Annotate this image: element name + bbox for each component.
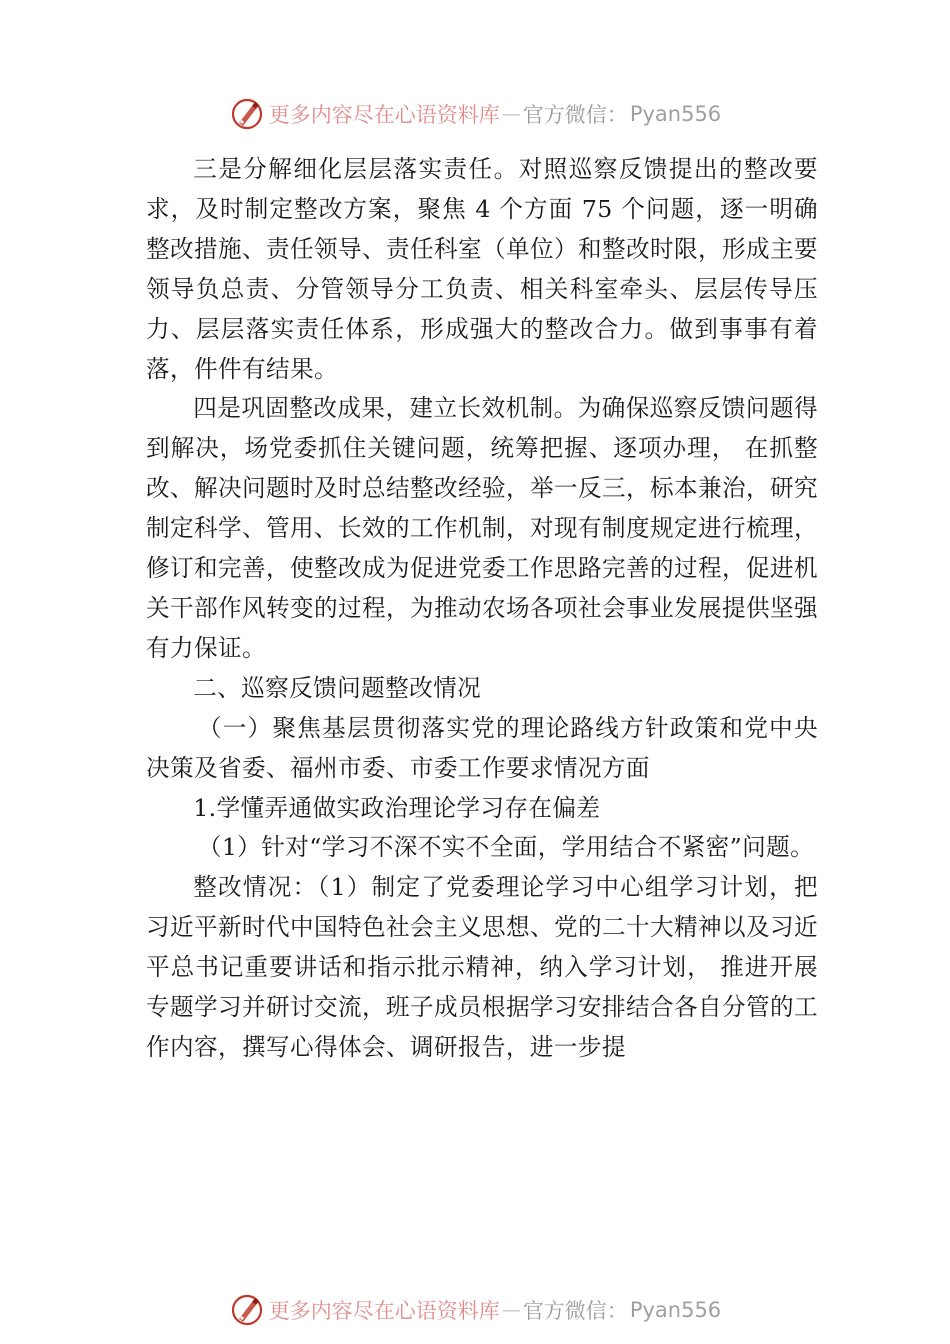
paragraph-responsibility: 三是分解细化层层落实责任。对照巡察反馈提出的整改要求，及时制定整改方案，聚焦 4 个方面 75 个问题，逐一明确整改措施、责任领导、责任科室（单位）和整改时限，形成主要领导负总责、分管领导分工负责、相关科室牵头、层层传导压力、层层落实责任体系，形成强大的整改合力。做到事事有着落，件件有结果。 — [146, 155, 818, 383]
wechat-id: Pyan556 — [629, 1298, 722, 1322]
pen-nib-logo-icon — [229, 1292, 265, 1328]
section-heading: 二、巡察反馈问题整改情况 — [193, 673, 482, 702]
banner-separator: — — [501, 1299, 521, 1321]
footer-watermark-banner — [0, 1290, 950, 1330]
pen-nib-logo-icon — [229, 96, 265, 132]
header-watermark-banner — [0, 94, 950, 134]
wechat-label: 官方微信： — [522, 103, 628, 127]
wechat-label: 官方微信： — [522, 1299, 628, 1323]
banner-separator: — — [501, 103, 521, 125]
subsection-heading: （一）聚焦基层贯彻落实党的理论路线方针政策和党中央决策及省委、福州市委、市委工作要求情况方面 — [146, 713, 818, 782]
brand-text: 更多内容尽在心语资料库 — [268, 1299, 500, 1323]
rectification-status: 整改情况：（1）制定了党委理论学习中心组学习计划，把习近平新时代中国特色社会主义思想、党的二十大精神以及习近平总书记重要讲话和指示批示精神，纳入学习计划， 推进开展专题学习并研讨交流，班子成员根据学习安排结合各自分管的工作内容，撰写心得体会、调研报告，进一步提 — [146, 873, 818, 1061]
brand-text: 更多内容尽在心语资料库 — [268, 103, 500, 127]
document-body — [146, 150, 818, 1068]
issue-statement: （1）针对“学习不深不实不全面，学用结合不紧密”问题。 — [197, 833, 815, 862]
item-heading: 1.学懂弄通做实政治理论学习存在偏差 — [193, 793, 601, 822]
paragraph-long-term-mechanism: 四是巩固整改成果，建立长效机制。为确保巡察反馈问题得到解决，场党委抓住关键问题，统筹把握、逐项办理， 在抓整改、解决问题时及时总结整改经验，举一反三，标本兼治，研究制定科学、管用、长效的工作机制，对现有制度规定进行梳理，修订和完善，使整改成为促进党委工作思路完善的过程，促进机关干部作风转变的过程，为推动农场各项社会事业发展提供坚强有力保证。 — [146, 394, 818, 662]
wechat-id: Pyan556 — [629, 102, 722, 126]
